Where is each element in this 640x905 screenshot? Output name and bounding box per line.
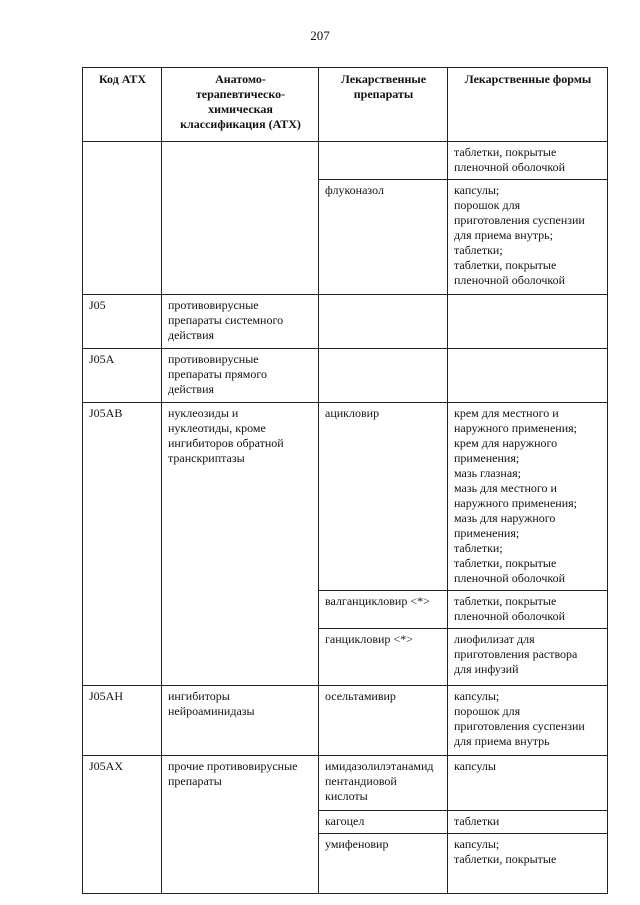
table-row bbox=[83, 403, 608, 591]
cell-classification bbox=[162, 142, 319, 295]
cell-drug: кагоцел bbox=[319, 811, 448, 834]
cell-drug: ганцикловир <*> bbox=[319, 629, 448, 686]
cell-classification: противовирусные препараты системного действия bbox=[162, 295, 319, 349]
header-drugs: Лекарственные препараты bbox=[319, 68, 448, 142]
cell-forms: лиофилизат для приготовления раствора для инфузий bbox=[448, 629, 608, 686]
cell-drug: валганцикловир <*> bbox=[319, 591, 448, 629]
cell-forms: таблетки, покрытые пленочной оболочкой bbox=[448, 142, 608, 180]
cell-drug: флуконазол bbox=[319, 180, 448, 295]
cell-classification: нуклеозиды и нуклеотиды, кроме ингибиторов обратной транскриптазы bbox=[162, 403, 319, 686]
cell-code bbox=[83, 142, 162, 295]
cell-forms: капсулы; порошок для приготовления суспензии для приема внутрь bbox=[448, 686, 608, 756]
header-forms: Лекарственные формы bbox=[448, 68, 608, 142]
page-number: 207 bbox=[310, 28, 330, 43]
cell-code: J05AH bbox=[83, 686, 162, 756]
cell-drug bbox=[319, 142, 448, 180]
cell-forms: капсулы; порошок для приготовления суспензии для приема внутрь; таблетки; таблетки, покрытые пленочной оболочкой bbox=[448, 180, 608, 295]
cell-forms: крем для местного и наружного применения; крем для наружного применения; мазь глазная; мазь для местного и наружного применения; мазь для наружного применения; таблетки; таблетки, покрытые пленочной оболочкой bbox=[448, 403, 608, 591]
cell-drug: умифеновир bbox=[319, 834, 448, 894]
cell-forms: таблетки, покрытые пленочной оболочкой bbox=[448, 591, 608, 629]
table-row bbox=[83, 756, 608, 811]
cell-classification: прочие противовирусные препараты bbox=[162, 756, 319, 894]
atx-drug-table bbox=[82, 67, 608, 894]
table-row bbox=[83, 142, 608, 180]
cell-drug bbox=[319, 295, 448, 349]
cell-code: J05A bbox=[83, 349, 162, 403]
cell-drug: ацикловир bbox=[319, 403, 448, 591]
cell-forms: капсулы; таблетки, покрытые bbox=[448, 834, 608, 894]
cell-forms bbox=[448, 295, 608, 349]
header-classification: Анатомо- терапевтическо- химическая классификация (АТХ) bbox=[162, 68, 319, 142]
cell-code: J05 bbox=[83, 295, 162, 349]
cell-code: J05AB bbox=[83, 403, 162, 686]
cell-drug bbox=[319, 349, 448, 403]
cell-code: J05AX bbox=[83, 756, 162, 894]
table-row bbox=[83, 295, 608, 349]
table-row bbox=[83, 686, 608, 756]
cell-classification: ингибиторы нейроаминидазы bbox=[162, 686, 319, 756]
header-code: Код АТХ bbox=[83, 68, 162, 142]
table-header-row bbox=[83, 68, 608, 142]
cell-forms: таблетки bbox=[448, 811, 608, 834]
table-row bbox=[83, 349, 608, 403]
cell-drug: имидазолилэтанамид пентандиовой кислоты bbox=[319, 756, 448, 811]
cell-drug: осельтамивир bbox=[319, 686, 448, 756]
cell-forms: капсулы bbox=[448, 756, 608, 811]
cell-classification: противовирусные препараты прямого действия bbox=[162, 349, 319, 403]
cell-forms bbox=[448, 349, 608, 403]
